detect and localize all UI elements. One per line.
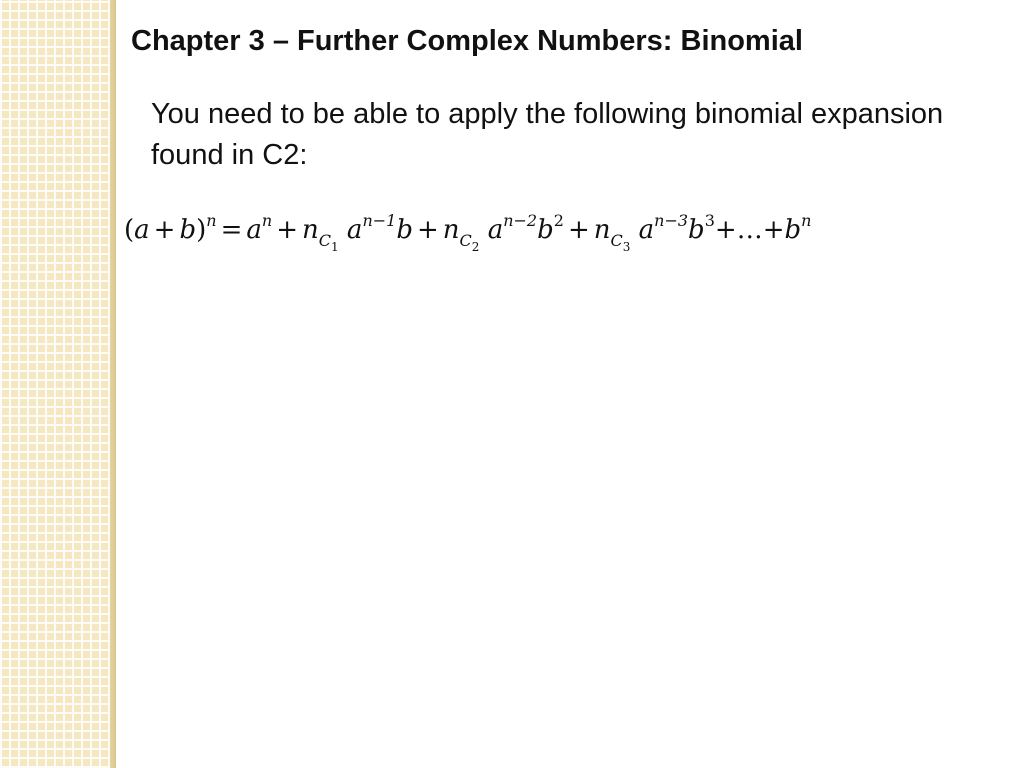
- formula-term1-a: a: [346, 215, 363, 245]
- formula-term3-a: a: [638, 215, 655, 245]
- formula-term2-coefficient-index: 2: [471, 240, 480, 254]
- formula-plus-5: +: [762, 215, 785, 245]
- formula-ellipsis: …: [736, 215, 763, 245]
- intro-text: You need to be able to apply the following binomial expansion found in C2:: [151, 98, 944, 171]
- formula-term2-b: b: [537, 215, 554, 245]
- formula-term0-exponent: n: [261, 211, 273, 230]
- formula-term3-b: b: [688, 215, 705, 245]
- formula-term1-coefficient: n: [302, 215, 319, 245]
- formula-lhs-open-paren: (: [124, 215, 135, 245]
- slide-title: Chapter 3 – Further Complex Numbers: Binomial: [131, 25, 803, 57]
- formula-term1-coefficient-index: 1: [331, 240, 339, 254]
- formula-plus-2: +: [416, 215, 439, 245]
- formula-last-term-base: b: [784, 215, 802, 245]
- formula-term3-b-exponent: 3: [704, 211, 715, 230]
- formula-lhs-plus: +: [153, 215, 176, 245]
- formula-term0-base: a: [246, 215, 262, 245]
- formula-term3-a-exponent: n−3: [654, 211, 689, 230]
- formula-lhs-exponent: n: [206, 211, 217, 230]
- formula-last-term-exponent: n: [801, 211, 812, 230]
- formula-plus-1: +: [276, 215, 299, 245]
- formula-term3-coefficient: n: [593, 215, 611, 245]
- formula-plus-3: +: [567, 215, 590, 245]
- formula-term3-coefficient-sub: C: [610, 231, 623, 250]
- formula-term2-coefficient: n: [442, 215, 460, 245]
- binomial-expansion-formula: [124, 210, 812, 254]
- side-band-edge: [110, 0, 116, 768]
- formula-lhs-a: a: [134, 215, 150, 245]
- decorative-side-band: [0, 0, 114, 768]
- formula-term1-b: b: [396, 215, 413, 245]
- formula-term2-a: a: [487, 215, 504, 245]
- formula-term2-a-exponent: n−2: [503, 211, 538, 230]
- formula-term1-coefficient-sub: C: [318, 231, 332, 250]
- formula-plus-4: +: [714, 215, 737, 245]
- formula-term1-a-exponent: n−1: [362, 211, 397, 230]
- formula-lhs-close-paren: ): [196, 215, 207, 245]
- formula-equals: =: [220, 215, 243, 245]
- formula-term2-coefficient-sub: C: [459, 231, 472, 250]
- formula-term2-b-exponent: 2: [553, 211, 564, 230]
- formula-lhs-b: b: [179, 215, 197, 245]
- formula-term3-coefficient-index: 3: [622, 240, 631, 254]
